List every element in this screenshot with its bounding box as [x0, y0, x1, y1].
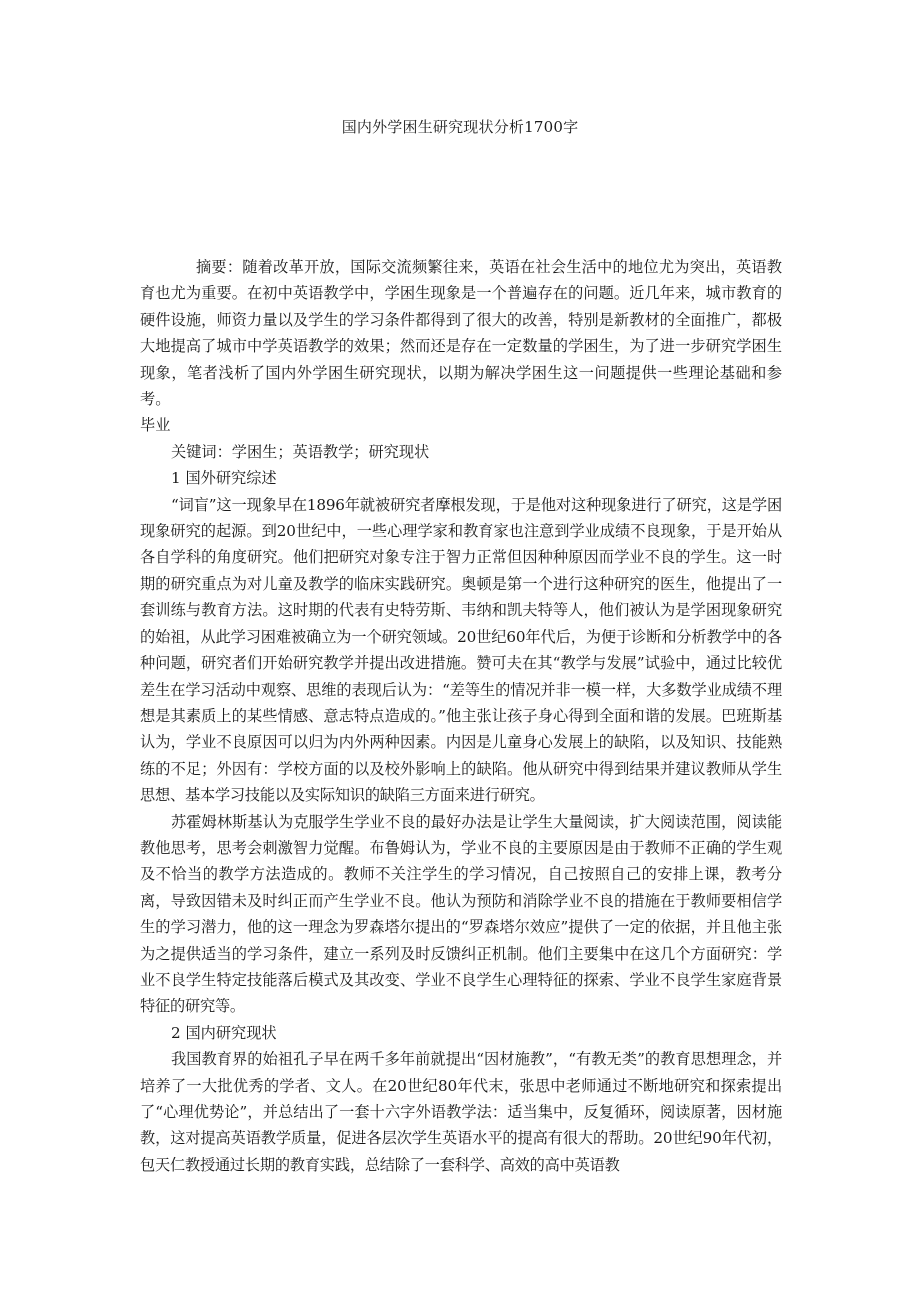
abstract-paragraph: 摘要：随着改革开放，国际交流频繁往来，英语在社会生活中的地位尤为突出，英语教育也尤为重要。在初中英语教学中，学困生现象是一个普遍存在的问题。近几年来，城市教育的硬件设施，师资力量以及学生的学习条件都得到了很大的改善，特别是新教材的全面推广，都极大地提高了城市中学英语教学的效果；然而还是存在一定数量的学困生，为了进一步研究学困生现象，笔者浅析了国内外学困生研究现状，以期为解决学困生这一问题提供一些理论基础和参考。 — [140, 258, 782, 409]
keywords-line: 关键词：学困生；英语教学；研究现状 — [171, 442, 430, 461]
graduation-word: 毕业 — [140, 416, 171, 435]
section-1-paragraph-2: 苏霍姆林斯基认为克服学生学业不良的最好办法是让学生大量阅读，扩大阅读范围，阅读能教他思考，思考会刺激智力觉醒。布鲁姆认为，学业不良的主要原因是由于教师不正确的学生观及不恰当的教学方法造成的。教师不关注学生的学习情况，自己按照自己的安排上课，教考分离，导致因错未及时纠正而产生学业不良。他认为预防和消除学业不良的措施在于教师要相信学生的学习潜力，他的这一理念为罗森塔尔提出的“罗森塔尔效应”提供了一定的依据，并且他主张为之提供适当的学习条件，建立一系列及时反馈纠正机制。他们主要集中在这几个方面研究：学业不良学生特定技能落后模式及其改变、学业不良学生心理特征的探索、学业不良学生家庭背景特征的研究等。 — [140, 812, 782, 1016]
section-2-heading: 2 国内研究现状 — [171, 1023, 277, 1042]
document-title: 国内外学困生研究现状分析1700字 — [341, 118, 579, 136]
section-1-paragraph-1: “词盲”这一现象早在1896年就被研究者摩根发现，于是他对这种现象进行了研究，这是学困现象研究的起源。到20世纪中，一些心理学家和教育家也注意到学业成绩不良现象，于是开始从各自学科的角度研究。他们把研究对象专注于智力正常但因种种原因而学业不良的学生。这一时期的研究重点为对儿童及教学的临床实践研究。奥顿是第一个进行这种研究的医生，他提出了一套训练与教育方法。这时期的代表有史特劳斯、韦纳和凯夫特等人，他们被认为是学困现象研究的始祖，从此学习困难被确立为一个研究领域。20世纪60年代后，为便于诊断和分析教学中的各种问题，研究者们开始研究教学并提出改进措施。赞可夫在其“教学与发展”试验中，通过比较优差生在学习活动中观察、思维的表现后认为：“差等生的情况并非一模一样，大多数学业成绩不理想是其素质上的某些情感、意志特点造成的。”他主张让孩子身心得到全面和谐的发展。巴班斯基认为，学业不良原因可以归为内外两种因素。内因是儿童身心发展上的缺陷，以及知识、技能熟练的不足；外因有：学校方面的以及校外影响上的缺陷。他从研究中得到结果并建议教师从学生思想、基本学习技能以及实际知识的缺陷三方面来进行研究。 — [140, 495, 782, 805]
section-1-heading: 1 国外研究综述 — [171, 469, 277, 488]
document-body — [140, 254, 782, 1178]
section-2-paragraph-1: 我国教育界的始祖孔子早在两千多年前就提出“因材施教”，“有教无类”的教育思想理念，并培养了一大批优秀的学者、文人。在20世纪80年代末，张思中老师通过不断地研究和探索提出了“心理优势论”，并总结出了一套十六字外语教学法：适当集中，反复循环，阅读原著，因材施教，这对提高英语教学质量，促进各层次学生英语水平的提高有很大的帮助。20世纪90年代初，包天仁教授通过长期的教育实践，总结除了一套科学、高效的高中英语教 — [140, 1050, 782, 1174]
